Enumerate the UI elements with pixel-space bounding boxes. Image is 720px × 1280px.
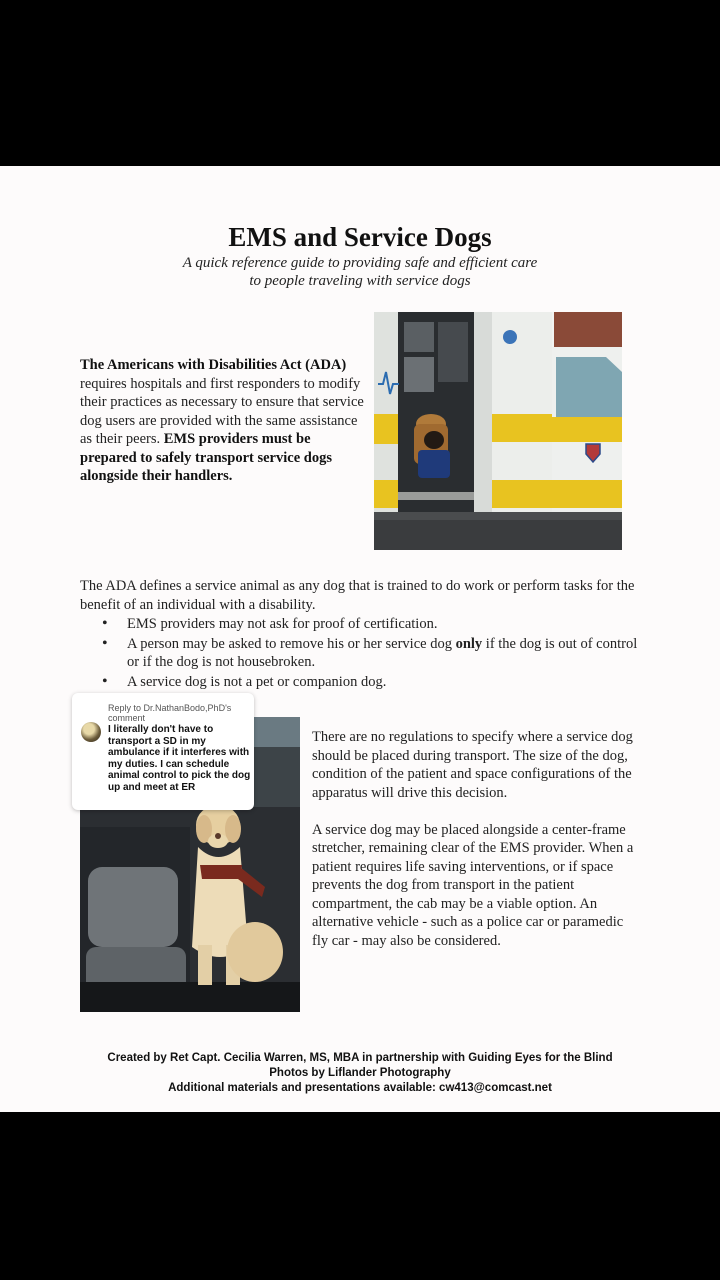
transport-paragraph-2: A service dog may be placed alongside a center-frame stretcher, remaining clear of the EMS provider. When a patient requires life saving interventions, or if space prevents the dog from transport in the patient compartment, the cab may be a viable option. An alternative vehicle - such as a police car or paramedic fly car - may also be considered. bbox=[312, 821, 634, 949]
reply-header: Reply to Dr.NathanBodo,PhD's comment bbox=[108, 703, 232, 723]
transport-text bbox=[312, 728, 637, 969]
avatar bbox=[81, 722, 101, 742]
guidelines-list bbox=[102, 615, 650, 692]
reply-comment-sticker[interactable] bbox=[72, 693, 254, 810]
subtitle-line-2: to people traveling with service dogs bbox=[249, 273, 471, 289]
ada-body: requires hospitals and first responders to modify their practices as necessary to ensure that service dog users are provided with the same assistance as their peers. bbox=[80, 375, 364, 447]
list-item bbox=[102, 615, 650, 634]
guide-document bbox=[0, 166, 720, 1112]
bullet-3-text: A service dog is not a pet or companion dog. bbox=[127, 673, 387, 690]
service-animal-definition: The ADA defines a service animal as any dog that is trained to do work or perform tasks for the benefit of an individual with a disability. bbox=[80, 578, 635, 613]
footer-line-2: Photos by Liflander Photography bbox=[269, 1067, 451, 1079]
bullet-2-post: if the dog is out of control or if the dog is not housebroken. bbox=[127, 635, 638, 670]
ada-paragraph bbox=[80, 356, 365, 486]
ambulance-service-dogs-photo bbox=[374, 312, 622, 550]
bullet-1-text: EMS providers may not ask for proof of certification. bbox=[127, 616, 438, 632]
bullet-2-bold: only bbox=[455, 635, 483, 652]
list-item bbox=[102, 673, 650, 692]
bullet-2-pre: A person may be asked to remove his or her service dog bbox=[127, 635, 456, 652]
transport-paragraph-1: There are no regulations to specify where a service dog should be placed during transport. The size of the dog, condition of the patient and space configurations of the apparatus will drive this decision. bbox=[312, 729, 633, 801]
footer-line-1: Created by Ret Capt. Cecilia Warren, MS, MBA in partnership with Guiding Eyes for the Blind bbox=[107, 1052, 613, 1064]
ambulance-photo bbox=[374, 312, 622, 550]
ada-bold-intro: The Americans with Disabilities Act (ADA) bbox=[80, 357, 347, 373]
list-item bbox=[102, 635, 650, 672]
reply-comment-text: I literally don't have to transport a SD in my ambulance if it interferes with my duties. I can schedule animal control to pick the dog up and meet at ER bbox=[108, 724, 251, 793]
subtitle-line-1: A quick reference guide to providing safe and efficient care bbox=[182, 255, 538, 271]
footer-line-3: Additional materials and presentations available: cw413@comcast.net bbox=[168, 1082, 552, 1094]
page-subtitle bbox=[0, 254, 720, 290]
page-title: EMS and Service Dogs bbox=[228, 222, 492, 252]
ada-bold-end: EMS providers must be prepared to safely transport service dogs alongside their handlers. bbox=[80, 431, 332, 484]
credits-footer bbox=[0, 1051, 720, 1096]
